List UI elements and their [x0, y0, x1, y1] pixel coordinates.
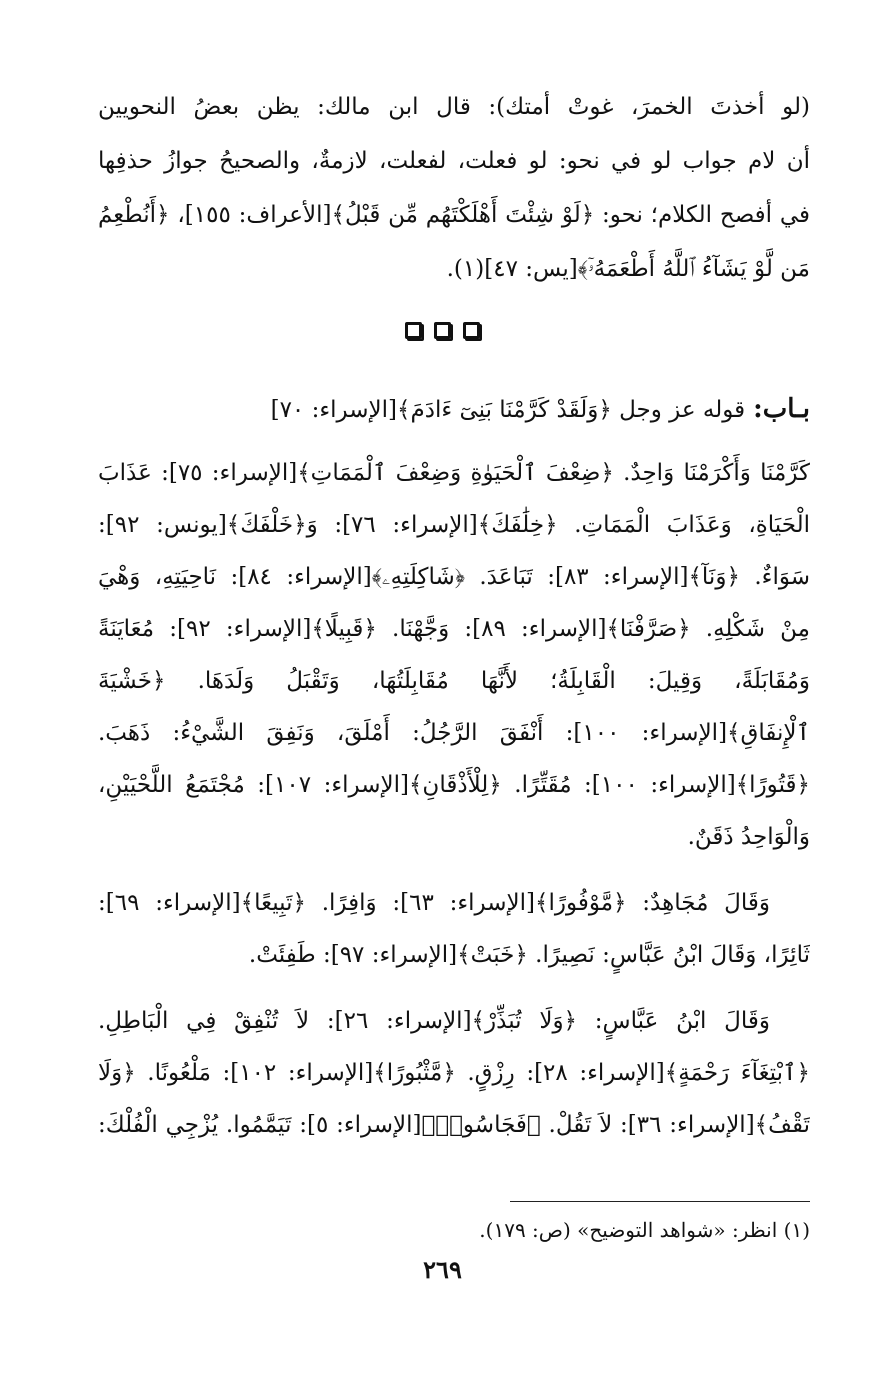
chapter-heading	[180, 384, 810, 435]
chapter-label: بـاب:	[753, 394, 810, 424]
text-line: وَقَالَ ابْنُ عَبَّاسٍ: ﴿وَلَا تُبَذِّرْ﴾[الإسراء: ٢٦]: لاَ تُنْفِقْ فِي الْبَاطِلِ.	[98, 1008, 770, 1034]
text-line: كَرَّمْنَا وَأَكْرَمْنَا وَاحِدٌ. ﴿ضِعْفَ ٱلْحَيَوٰةِ وَضِعْفَ ٱلْمَمَاتِ﴾[الإسراء: ٧٥]: عَذَابَ	[98, 460, 810, 486]
text-line: ٱلْإِنفَاقِ﴾[الإسراء: ١٠٠]: أَنْفَقَ الرَّجُلُ: أَمْلَقَ، وَنَفِقَ الشَّيْءُ: ذَهَبَ.	[98, 720, 810, 746]
text-line: أن لام جواب لو في نحو: لو فعلت، لفعلت، لازمةٌ، والصحيحُ جوازُ حذفِها	[98, 148, 810, 174]
text-line: تَقْفُ﴾[الإسراء: ٣٦]: لاَ تَقُلْ. ﴿فَجَاسُوا۟﴾[الإسراء: ٥]: تَيَمَّمُوا. يُزْجِي الْفُلْكَ:	[98, 1112, 810, 1138]
square-icon	[405, 322, 422, 339]
text-line: ﴿قَتُورًا﴾[الإسراء: ١٠٠]: مُقَتِّرًا. ﴿لِلْأَذْقَانِ﴾[الإسراء: ١٠٧]: مُجْتَمَعُ اللَّحْيَيْنِ،	[98, 772, 810, 798]
text-line: في أفصح الكلام؛ نحو: ﴿لَوْ شِئْتَ أَهْلَكْتَهُم مِّن قَبْلُ﴾[الأعراف: ١٥٥]، ﴿أَنُطْعِمُ	[98, 202, 810, 228]
text-line: وَالْوَاحِدُ ذَقَنٌ.	[687, 824, 810, 850]
text-line: ثَائِرًا، وَقَالَ ابْنُ عَبَّاسٍ: نَصِيرًا. ﴿خَبَتْ﴾[الإسراء: ٩٧]: طَفِئَتْ.	[248, 942, 810, 968]
text-line: الْحَيَاةِ، وَعَذَابَ الْمَمَاتِ. ﴿خِلَٰفَكَ﴾[الإسراء: ٧٦]: وَ﴿خَلْفَكَ﴾[يونس: ٩٢]:	[98, 512, 810, 538]
square-icon	[434, 322, 451, 339]
text-line: (لو أخذتَ الخمرَ، غوتْ أمتك): قال ابن مالك: يظن بعضُ النحويين	[98, 94, 810, 120]
text-line: وَقَالَ مُجَاهِدٌ: ﴿مَّوْفُورًا﴾[الإسراء: ٦٣]: وَافِرًا. ﴿تَبِيعًا﴾[الإسراء: ٦٩]:	[98, 890, 770, 916]
text-line: وَمُقَابَلَةً، وَقِيلَ: الْقَابِلَةُ؛ لأَنَّهَا مُقَابِلَتُهَا، وَتَقْبَلُ وَلَدَهَا. ﴿خَشْيَةَ	[98, 668, 810, 694]
chapter-title: قوله عز وجل ﴿وَلَقَدْ كَرَّمْنَا بَنِىٓ ءَادَمَ﴾[الإسراء: ٧٠]	[270, 397, 746, 423]
footnote: (١) انظر: «شواهد التوضيح» (ص: ١٧٩).	[479, 1218, 810, 1242]
section-separator-ornament	[0, 322, 885, 339]
text-line: مِنْ شَكْلِهِ. ﴿صَرَّفْنَا﴾[الإسراء: ٨٩]: وَجَّهْنَا. ﴿قَبِيلًا﴾[الإسراء: ٩٢]: مُعَايَنَةً	[98, 616, 810, 642]
page-number: ٢٦٩	[423, 1255, 462, 1284]
footnote-divider	[510, 1201, 810, 1202]
text-line: مَن لَّوْ يَشَآءُ ٱللَّهُ أَطْعَمَهُۥٓ﴾[يس: ٤٧](١).	[446, 256, 810, 282]
square-icon	[463, 322, 480, 339]
text-line: ﴿ٱبْتِغَآءَ رَحْمَةٍ﴾[الإسراء: ٢٨]: رِزْقٍ. ﴿مَّثْبُورًا﴾[الإسراء: ١٠٢]: مَلْعُونًا. ﴿وَلَا	[98, 1060, 810, 1086]
text-line: سَوَاءٌ. ﴿وَنَآ﴾[الإسراء: ٨٣]: تَبَاعَدَ. ﴿شَاكِلَتِهِۦ﴾[الإسراء: ٨٤]: نَاحِيَتِهِ، وَهْيَ	[98, 564, 810, 590]
